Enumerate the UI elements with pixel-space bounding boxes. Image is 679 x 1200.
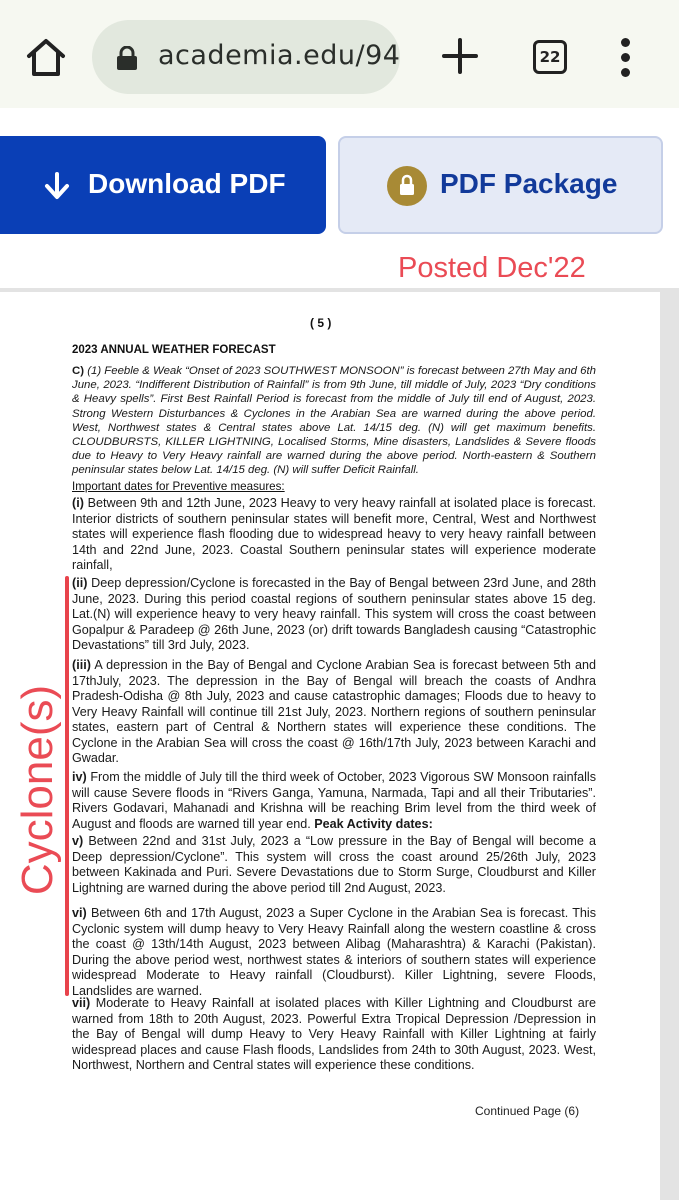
list-item: [72, 996, 596, 1074]
item-label: v): [72, 834, 84, 848]
section-c-text: (1) Feeble & Weak “Onset of 2023 SOUTHWEST MONSOON” is forecast between 27th May and 6th June, 2023. “Indifferent Distribution of Rainfall” is from 9th June, till middle of July, 2023 “Dry conditions & Heavy spells”. First Best Rainfall Period is forecast from the middle of July till end of August, 2023. Strong Western Disturbances & Cyclones in the Arabian Sea are warned during the above period. West, Northwest states & Central states above Lat. 14/15 deg. (N) will get maximum benefits. CLOUDBURSTS, KILLER LIGHTNING, Localised Storms, Mine disasters, Landslides & Severe floods due to Heavy to Very Heavy rainfall are warned during the above period. North-eastern & Southern peninsular states below Lat. 14/15 deg. (N) will suffer Deficit Rainfall.: [72, 365, 596, 477]
peak-activity-label: Peak Activity dates:: [314, 816, 433, 831]
continued-note: Continued Page (6): [475, 1104, 580, 1118]
item-text: Moderate to Heavy Rainfall at isolated places with Killer Lightning and Cloudburst are warned from 18th to 20th August, 2023. Powerful Extra Tropical Depression /Depression in the Bay of Bengal will dump Heavy to Very Heavy Rainfall with Killer Lightning at fairly widespread places and cause Flash floods, Landslides from 24th to 30th August, 2023. West, Northwest, Northern and Central states will experience these conditions.: [72, 996, 597, 1072]
lock-badge-icon: [387, 166, 427, 206]
item-label: (ii): [72, 576, 88, 590]
pdf-package-button[interactable]: [338, 136, 663, 234]
home-icon[interactable]: [24, 36, 68, 80]
item-text: Deep depression/Cyclone is forecasted in the Bay of Bengal between 23rd June, and 28th June, 2023. During this period coastal regions of southern peninsular states above 15 deg. Lat.(N) will experience heavy to very heavy rainfall. This system will cross the coast between Gopalpur & Paradeep @ 26th June, 2023 (or) drift towards Bangladesh causing “Catastrophic Devastations” till 3rd July, 2023.: [72, 576, 597, 652]
item-text: Between 6th and 17th August, 2023 a Super Cyclone in the Arabian Sea is forecast. This Cyclonic system will dump heavy to Very Heavy Rainfall along the western coastline & cross the coast @ 13th/14th August, 2023 between Alibag (Maharashtra) & Karachi (Pakistan). During the above period west, northwest states & interiors of southern states will experience widespread Moderate to Heavy rainfall (Cloudburst). Killer Lightning, severe Floods, Landslides are warned.: [72, 906, 596, 998]
download-arrow-icon: [44, 172, 70, 200]
posted-annotation: Posted Dec'22: [398, 252, 586, 284]
overflow-menu-icon[interactable]: [616, 38, 636, 78]
list-item: [72, 576, 596, 654]
highlight-bracket-line: [65, 576, 69, 996]
list-item: [72, 906, 596, 999]
document-title: 2023 ANNUAL WEATHER FORECAST: [72, 344, 276, 356]
download-pdf-label: Download PDF: [88, 168, 286, 199]
item-text: Between 9th and 12th June, 2023 Heavy to very heavy rainfall at isolated place is forecast. Interior districts of southern peninsular states will benefit more, Central, West and Northwest states will experience flash flooding due to widespread heavy to very heavy rainfall between 14th and 22nd June, 2023. Coastal Southern peninsular states will experience moderate rainfall,: [72, 496, 596, 572]
list-item: [72, 658, 596, 767]
item-label: vi): [72, 906, 87, 920]
item-text: From the middle of July till the third week of October, 2023 Vigorous SW Monsoon rainfalls will cause Severe floods in “Rivers Ganga, Yamuna, Narmada, Tapi and all their Tributaries”. Rivers Godavari, Mahanadi and Krishna will be reaching Brim level from the third week of August and floods are warned till year end.: [72, 770, 597, 831]
pdf-package-label: PDF Package: [440, 168, 618, 199]
item-label: iv): [72, 770, 87, 784]
item-text: A depression in the Bay of Bengal and Cyclone Arabian Sea is forecast between 5th and 17thJuly, 2023. The depression in the Bay of Bengal will breach the coasts of Andhra Pradesh-Odisha @ 8th July, 2023 and cause catastrophic damages; Floods due to heavy to Very Heavy Rainfall will continue till 21st July, 2023. Northern regions of southern peninsular states, eastern part of Central & Northern states will experience these conditions. The Cyclone in the Arabian Sea will cross the coast @ 16th/17th July, 2023 between Karachi and Gwadar.: [72, 658, 596, 765]
section-c-label: C): [72, 365, 85, 377]
list-item: [72, 496, 596, 574]
preventive-measures-heading: Important dates for Preventive measures:: [72, 480, 285, 493]
download-pdf-button[interactable]: [0, 136, 326, 234]
lock-icon: [116, 46, 138, 70]
item-label: (i): [72, 496, 84, 510]
pdf-page: [0, 292, 660, 1200]
browser-toolbar: [0, 0, 679, 108]
web-page: [0, 108, 679, 1200]
cyclones-annotation-text: Cyclone(s): [13, 684, 62, 896]
item-text: Between 22nd and 31st July, 2023 a “Low pressure in the Bay of Bengal will become a Deep depression/Cyclone”. This system will cross the coast around 25/26th July, 2023 between Kakinada and Puri. Severe Devastations due to Storm Surge, Cloudburst and Killer Lightning are warned during the above period till 2nd August, 2023.: [72, 834, 597, 895]
list-item: [72, 834, 596, 896]
new-tab-icon[interactable]: [440, 36, 480, 76]
tab-switcher-button[interactable]: 22: [533, 40, 567, 74]
item-label: (iii): [72, 658, 91, 672]
section-c-paragraph: [72, 364, 596, 478]
item-label: vii): [72, 996, 91, 1010]
list-item: [72, 770, 596, 832]
page-number: ( 5 ): [310, 316, 332, 330]
url-text: academia.edu/94: [158, 40, 400, 71]
address-bar[interactable]: [92, 20, 400, 94]
